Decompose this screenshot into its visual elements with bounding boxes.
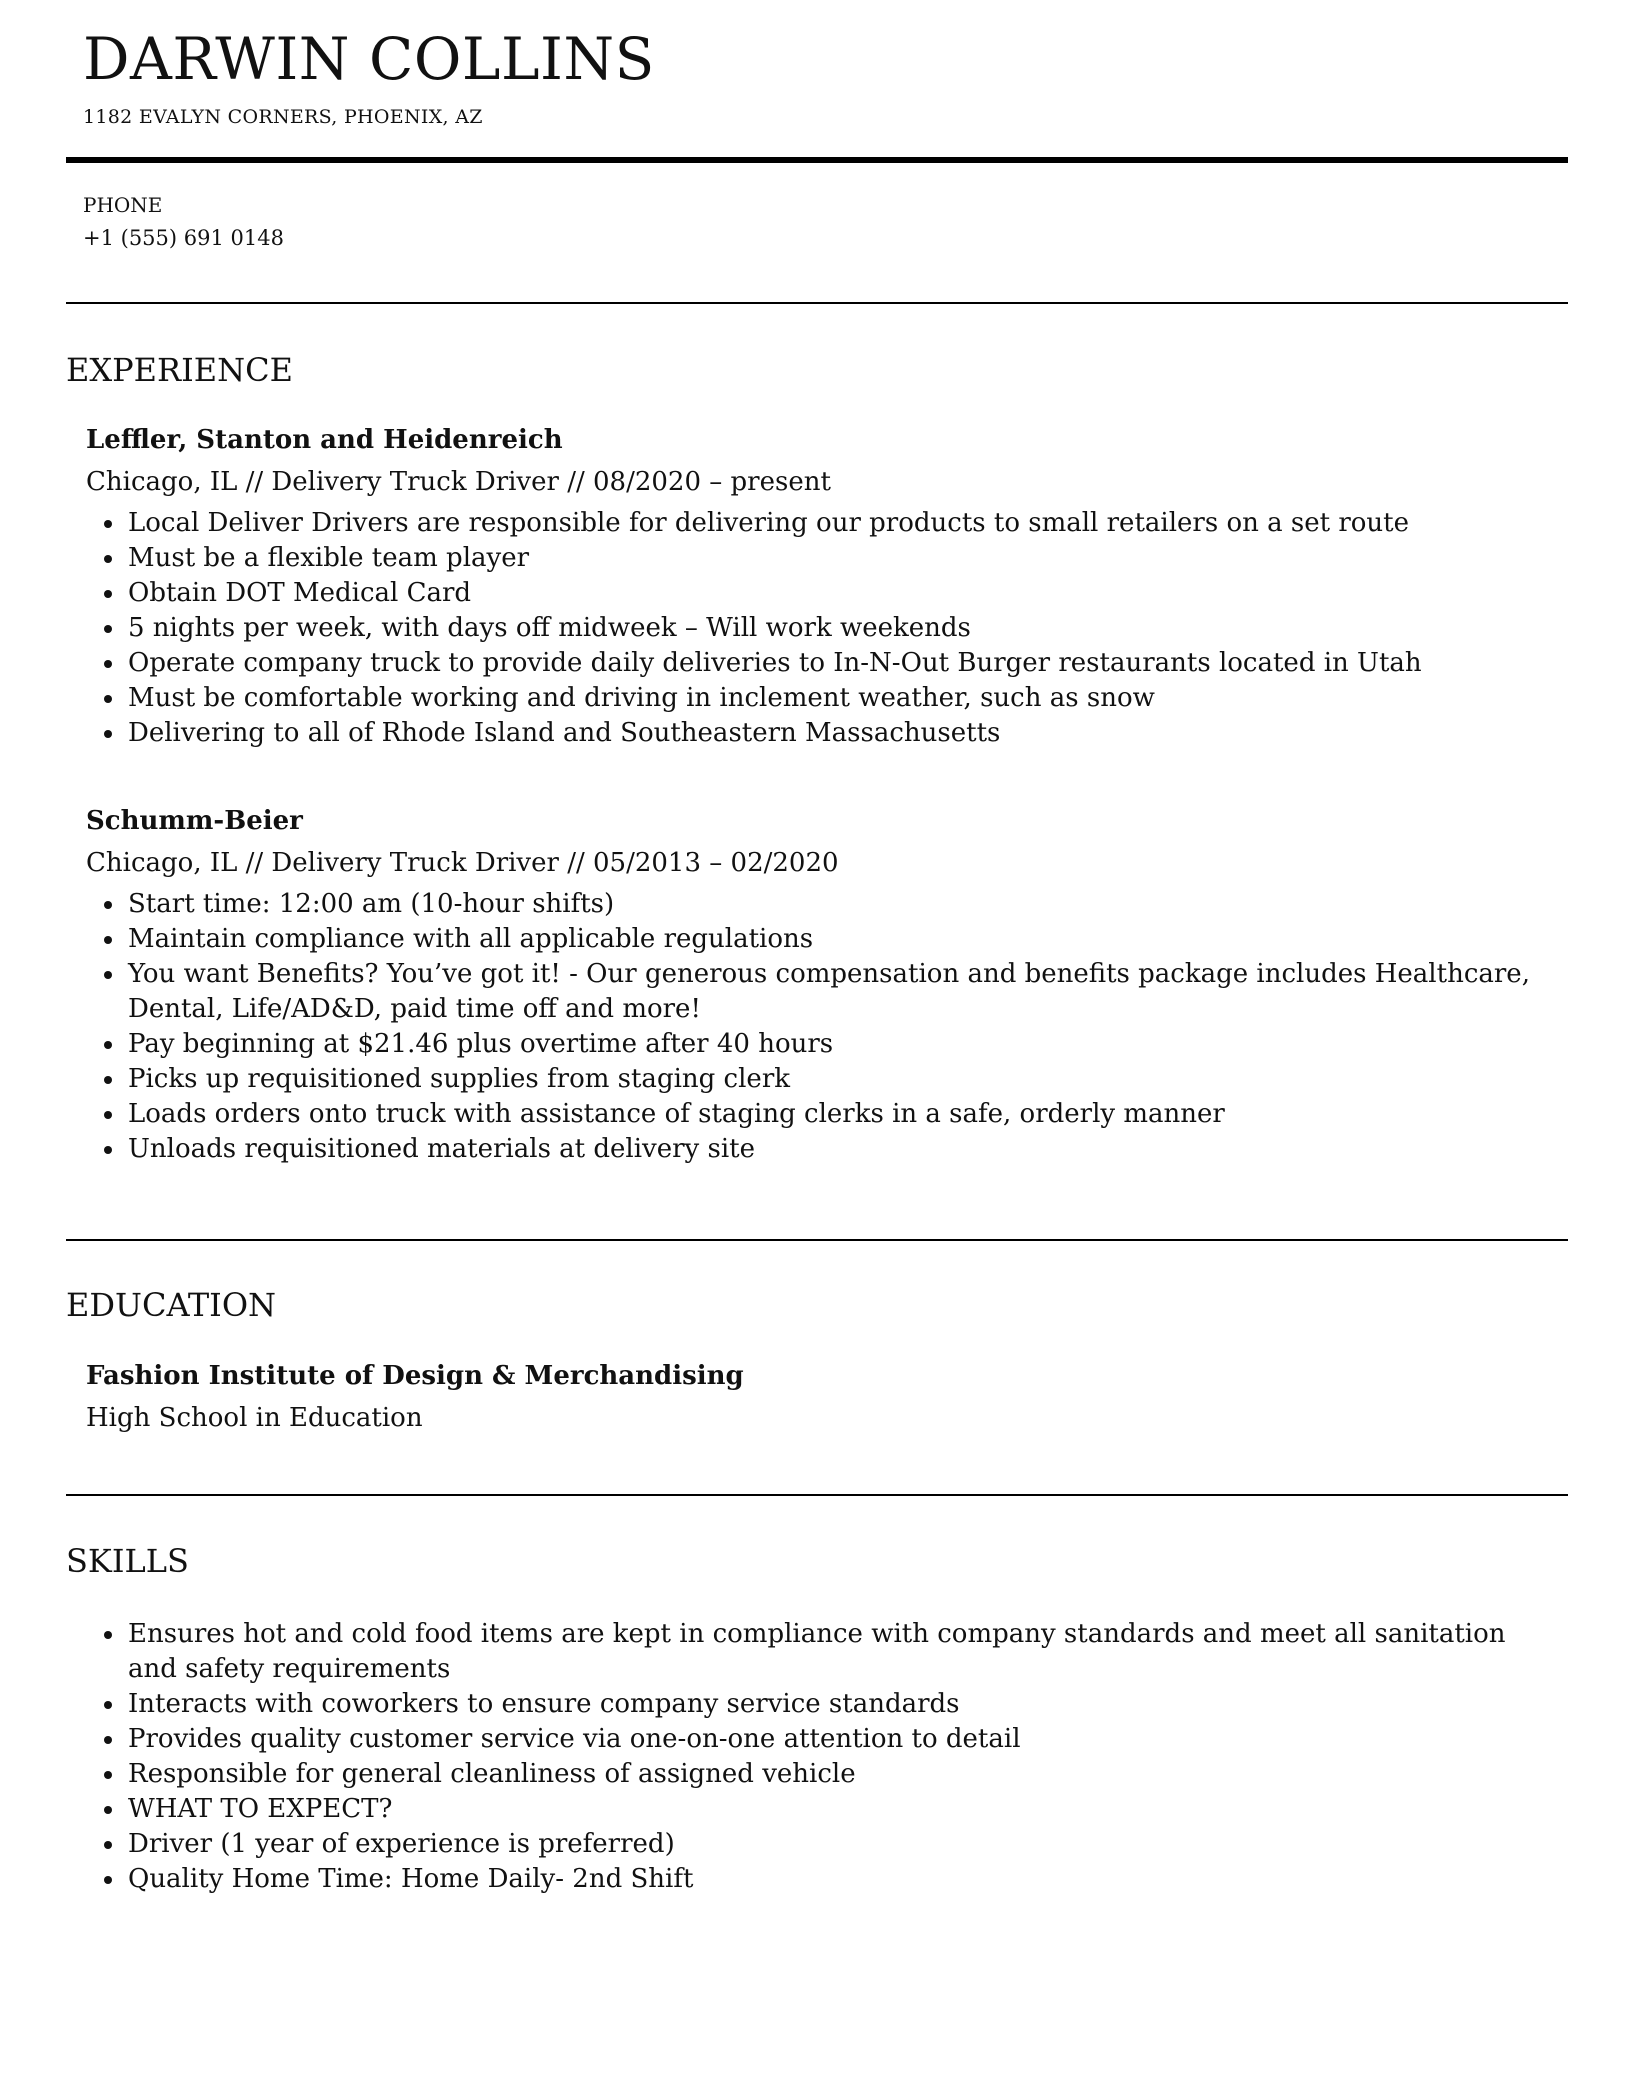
education-school: Fashion Institute of Design & Merchandising (86, 1361, 744, 1391)
header-divider (66, 157, 1568, 163)
list-item: Picks up requisitioned supplies from staging clerk (86, 1062, 1556, 1097)
list-item: Operate company truck to provide daily deliveries to In-N-Out Burger restaurants located in Utah (86, 646, 1556, 681)
list-item: Provides quality customer service via one-on-one attention to detail (86, 1722, 1556, 1757)
candidate-name: DARWIN COLLINS (83, 25, 655, 93)
experience-heading: EXPERIENCE (66, 351, 293, 389)
list-item: Quality Home Time: Home Daily- 2nd Shift (86, 1862, 1556, 1897)
list-item: Local Deliver Drivers are responsible for delivering our products to small retailers on a set route (86, 506, 1556, 541)
job-company: Leffler, Stanton and Heidenreich (86, 425, 563, 455)
phone-label: PHONE (83, 193, 163, 217)
education-degree: High School in Education (86, 1402, 423, 1433)
skills-block (86, 1617, 1556, 1897)
job-entry (86, 424, 1556, 751)
job-meta: Chicago, IL // Delivery Truck Driver // 05/2013 – 02/2020 (86, 847, 839, 878)
list-item: Driver (1 year of experience is preferred) (86, 1827, 1556, 1862)
skills-heading: SKILLS (66, 1542, 189, 1580)
list-item: 5 nights per week, with days off midweek – Will work weekends (86, 611, 1556, 646)
phone-value: +1 (555) 691 0148 (83, 226, 284, 250)
list-item: You want Benefits? You’ve got it! - Our generous compensation and benefits package includes Healthcare, Dental, Life/AD&D, paid time off and more! (86, 957, 1556, 1027)
list-item: Unloads requisitioned materials at delivery site (86, 1132, 1556, 1167)
job-entry (86, 805, 1556, 1167)
list-item: Must be comfortable working and driving in inclement weather, such as snow (86, 681, 1556, 716)
list-item: Loads orders onto truck with assistance of staging clerks in a safe, orderly manner (86, 1097, 1556, 1132)
section-divider (66, 1494, 1568, 1496)
list-item: Interacts with coworkers to ensure company service standards (86, 1687, 1556, 1722)
list-item: Maintain compliance with all applicable regulations (86, 922, 1556, 957)
job-duties-list (86, 887, 1556, 1167)
list-item: Pay beginning at $21.46 plus overtime after 40 hours (86, 1027, 1556, 1062)
list-item: Obtain DOT Medical Card (86, 576, 1556, 611)
job-duties-list (86, 506, 1556, 751)
section-divider (66, 1239, 1568, 1241)
job-company: Schumm-Beier (86, 806, 303, 836)
section-divider (66, 302, 1568, 304)
list-item: Delivering to all of Rhode Island and Southeastern Massachusetts (86, 716, 1556, 751)
list-item: Start time: 12:00 am (10-hour shifts) (86, 887, 1556, 922)
list-item: Must be a flexible team player (86, 541, 1556, 576)
education-entry (86, 1360, 1556, 1436)
job-meta: Chicago, IL // Delivery Truck Driver // 08/2020 – present (86, 466, 831, 497)
list-item: WHAT TO EXPECT? (86, 1792, 1556, 1827)
list-item: Responsible for general cleanliness of assigned vehicle (86, 1757, 1556, 1792)
list-item: Ensures hot and cold food items are kept in compliance with company standards and meet all sanitation and safety requirements (86, 1617, 1556, 1687)
skills-list (86, 1617, 1556, 1897)
candidate-address: 1182 EVALYN CORNERS, PHOENIX, AZ (83, 106, 483, 128)
education-heading: EDUCATION (66, 1286, 277, 1324)
